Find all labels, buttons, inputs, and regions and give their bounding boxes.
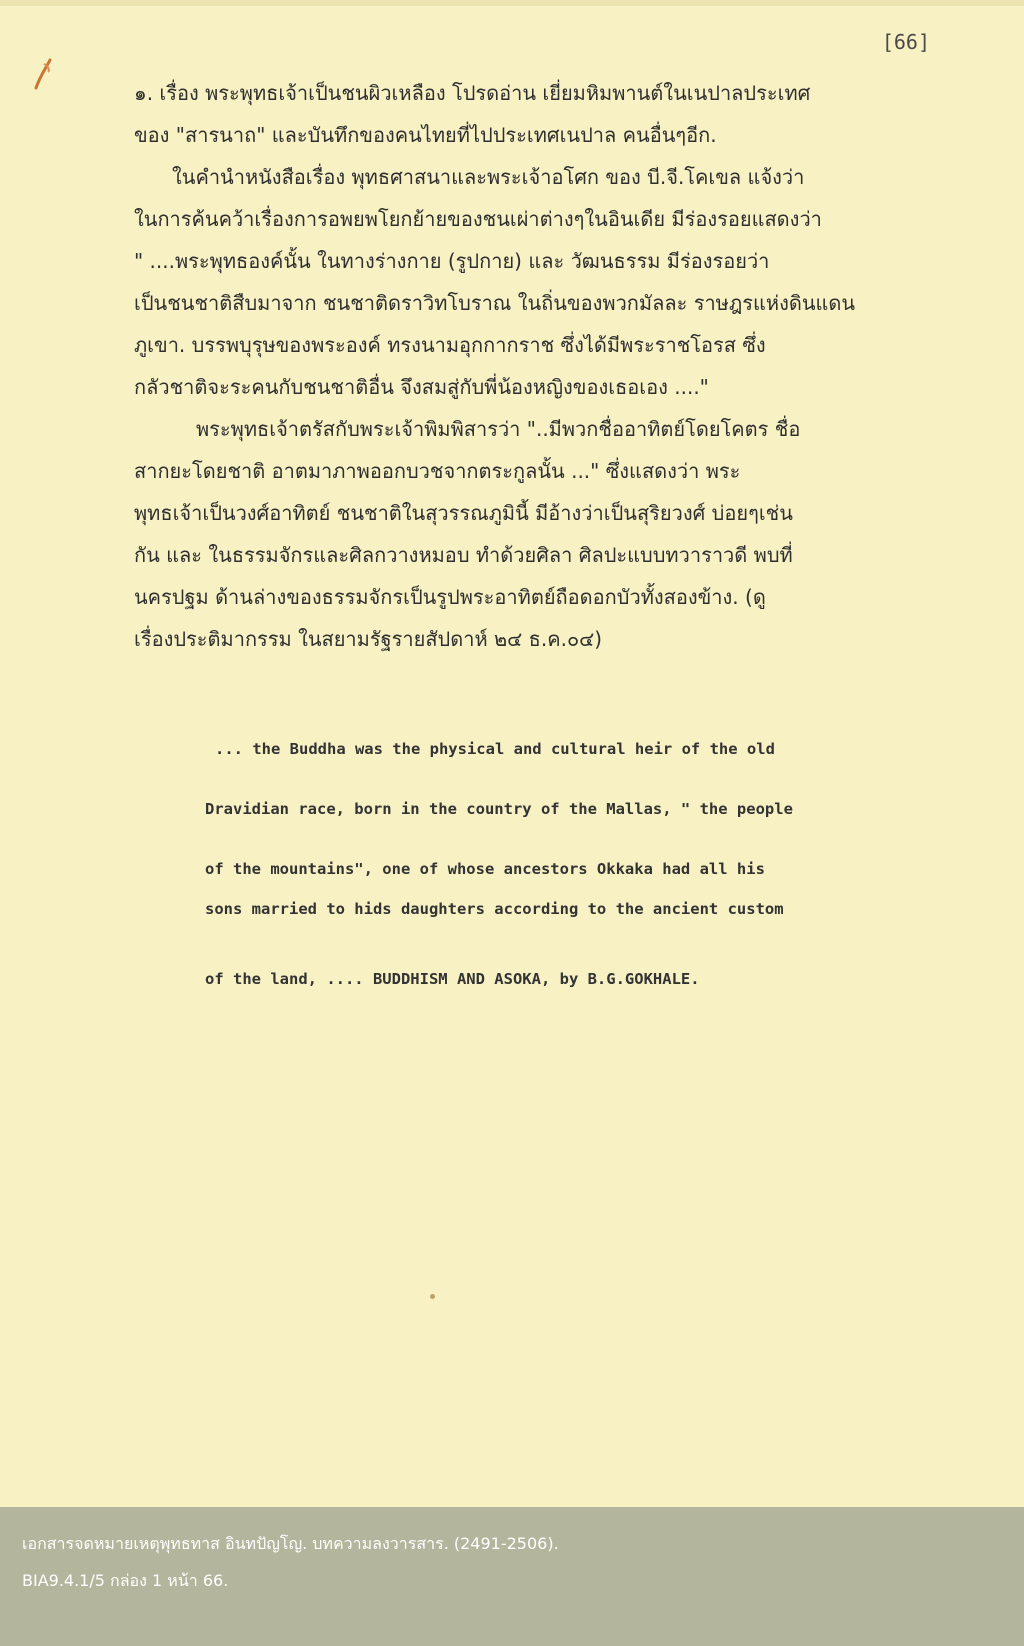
thai-line: กลัวชาติจะระคนกับชนชาติอื่น จึงสมสู่กับพี่น้องหญิงของเธอเอง ...."	[134, 375, 709, 399]
ink-mark-decoration	[32, 58, 54, 92]
thai-line: สากยะโดยชาติ อาตมาภาพออกบวชจากตระกูลนั้น ..." ซึ่งแสดงว่า พระ	[134, 459, 741, 483]
thai-line: " ....พระพุทธองค์นั้น ในทางร่างกาย (รูปกาย) และ วัฒนธรรม มีร่องรอยว่า	[134, 249, 770, 273]
thai-line: ๑. เรื่อง พระพุทธเจ้าเป็นชนผิวเหลือง โปรดอ่าน เยี่ยมหิมพานต์ในเนปาลประเทศ	[134, 81, 811, 105]
thai-line: พุทธเจ้าเป็นวงศ์อาทิตย์ ชนชาติในสุวรรณภูมินี้ มีอ้างว่าเป็นสุริยวงศ์ บ่อยๆเช่น	[134, 501, 793, 525]
thai-line: เป็นชนชาติสืบมาจาก ชนชาติดราวิทโบราณ ในถิ่นของพวกมัลละ ราษฎรแห่งดินแดน	[134, 291, 856, 315]
thai-line: พระพุทธเจ้าตรัสกับพระเจ้าพิมพิสารว่า "..มีพวกชื่ออาทิตย์โดยโคตร ชื่อ	[196, 417, 801, 441]
page-number: [66]	[881, 30, 930, 54]
english-line: of the land, .... BUDDHISM AND ASOKA, by B.G.GOKHALE.	[205, 970, 700, 988]
thai-line: ในการค้นคว้าเรื่องการอพยพโยกย้ายของชนเผ่าต่างๆในอินเดีย มีร่องรอยแสดงว่า	[134, 207, 822, 231]
english-line: Dravidian race, born in the country of the Mallas, " the people	[205, 800, 793, 818]
thai-line: ของ "สารนาถ" และบันทึกของคนไทยที่ไปประเทศเนปาล คนอื่นๆอีก.	[134, 123, 717, 147]
thai-line: นครปฐม ด้านล่างของธรรมจักรเป็นรูปพระอาทิตย์ถือดอกบัวทั้งสองข้าง. (ดู	[134, 585, 766, 609]
caption-reference: BIA9.4.1/5 กล่อง 1 หน้า 66.	[22, 1571, 229, 1590]
thai-line: ในคำนำหนังสือเรื่อง พุทธศาสนาและพระเจ้าอโศก ของ บี.จี.โคเขล แจ้งว่า	[172, 165, 805, 189]
english-line: ... the Buddha was the physical and cultural heir of the old	[215, 740, 775, 758]
english-line: sons married to hids daughters according to the ancient custom	[205, 900, 784, 918]
thai-line: เรื่องประติมากรรม ในสยามรัฐรายสัปดาห์ ๒๔ ธ.ค.๐๔)	[134, 627, 603, 651]
paper-speck	[430, 1294, 435, 1299]
thai-line: กัน และ ในธรรมจักรและศิลกวางหมอบ ทำด้วยศิลา ศิลปะแบบทวาราวดี พบที่	[134, 543, 793, 567]
thai-body-text	[134, 72, 924, 660]
english-line: of the mountains", one of whose ancestors Okkaka had all his	[205, 860, 765, 878]
caption-title: เอกสารจดหมายเหตุพุทธทาส อินทปัญโญ. บทความลงวารสาร. (2491-2506).	[22, 1534, 559, 1553]
thai-line: ภูเขา. บรรพบุรุษของพระองค์ ทรงนามอุกกากราช ซึ่งได้มีพระราชโอรส ซึ่ง	[134, 333, 766, 357]
page-top-edge	[0, 0, 1024, 6]
